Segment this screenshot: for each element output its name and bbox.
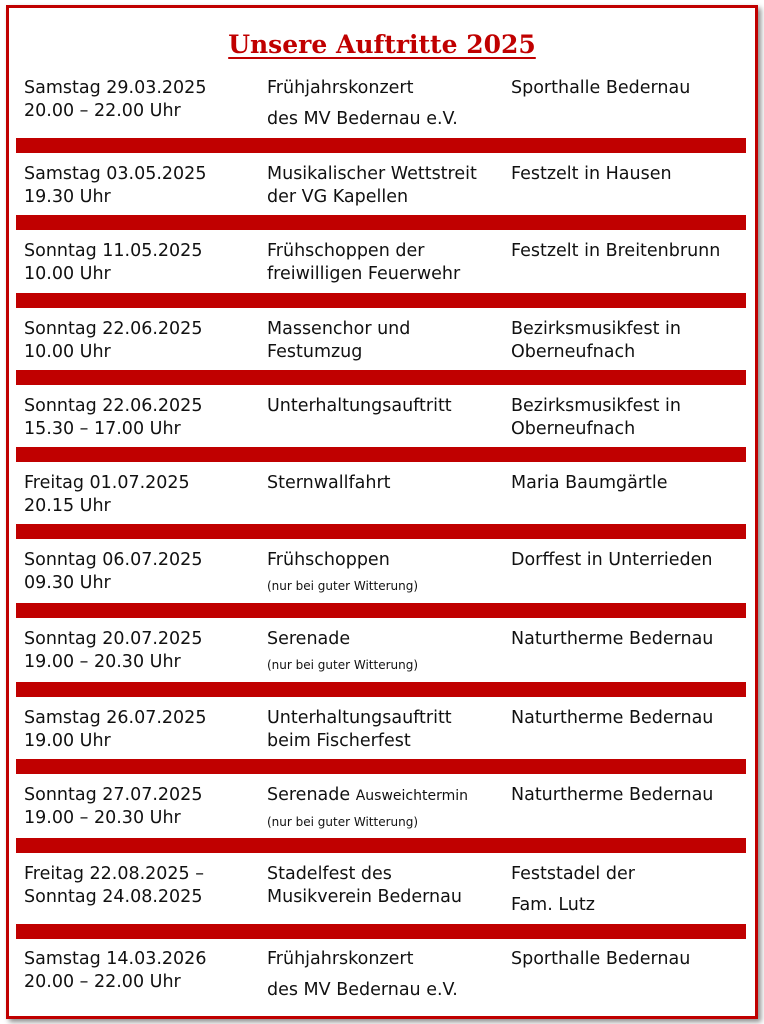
date-cell <box>24 628 202 674</box>
event-date: Samstag 26.07.2025 <box>24 708 207 728</box>
event-title: Serenade <box>267 629 351 649</box>
event-location-line2: Oberneufnach <box>511 419 636 439</box>
event-time: 20.00 – 22.00 Uhr <box>24 101 181 121</box>
date-cell <box>24 163 206 209</box>
location-cell <box>511 863 635 917</box>
location-cell <box>511 628 713 651</box>
location-cell <box>511 549 712 572</box>
date-cell <box>24 318 202 364</box>
event-date: Sonntag 22.06.2025 <box>24 319 203 339</box>
location-cell <box>511 472 668 495</box>
date-cell <box>24 395 202 441</box>
event-title: Frühschoppen der <box>267 241 425 261</box>
event-subtitle: Musikverein Bedernau <box>267 887 462 907</box>
event-title: Frühschoppen <box>267 550 390 570</box>
event-subtitle: Festumzug <box>267 342 363 362</box>
date-cell <box>24 472 190 518</box>
location-cell <box>511 318 681 364</box>
event-title: Unterhaltungsauftritt <box>267 708 452 728</box>
row-divider <box>16 370 746 385</box>
row-divider <box>16 838 746 853</box>
date-cell <box>24 863 204 909</box>
location-cell <box>511 395 681 441</box>
event-location: Festzelt in Breitenbrunn <box>511 241 721 261</box>
alternate-date-label: Ausweichtermin <box>355 788 469 804</box>
event-location: Naturtherme Bedernau <box>511 708 714 728</box>
date-cell <box>24 784 202 830</box>
location-cell <box>511 240 720 263</box>
event-time: 19.00 – 20.30 Uhr <box>24 652 181 672</box>
date-cell <box>24 948 206 994</box>
event-time: 20.00 – 22.00 Uhr <box>24 972 181 992</box>
event-location: Festzelt in Hausen <box>511 164 672 184</box>
event-title: Musikalischer Wettstreit <box>267 164 477 184</box>
event-location: Bezirksmusikfest in <box>511 396 681 416</box>
event-cell <box>267 707 452 753</box>
event-subtitle: der VG Kapellen <box>267 187 409 207</box>
event-time: 19.30 Uhr <box>24 187 111 207</box>
event-location: Naturtherme Bedernau <box>511 785 714 805</box>
event-date: Freitag 01.07.2025 <box>24 473 190 493</box>
event-time: 10.00 Uhr <box>24 264 111 284</box>
event-subtitle: freiwilligen Feuerwehr <box>267 264 461 284</box>
event-title: Frühjahrskonzert <box>267 78 414 98</box>
event-location-line2: Oberneufnach <box>511 342 636 362</box>
date-cell <box>24 240 202 286</box>
row-divider <box>16 603 746 618</box>
event-date: Samstag 14.03.2026 <box>24 949 207 969</box>
event-cell <box>267 948 458 1002</box>
event-time: 09.30 Uhr <box>24 573 111 593</box>
event-location: Feststadel der <box>511 864 635 884</box>
weather-note: (nur bei guter Witterung) <box>267 658 419 672</box>
location-cell <box>511 77 690 100</box>
event-subtitle: des MV Bedernau e.V. <box>267 980 458 1000</box>
weather-note: (nur bei guter Witterung) <box>267 815 419 829</box>
event-title: Massenchor und <box>267 319 411 339</box>
event-cell <box>267 472 391 495</box>
event-date: Sonntag 06.07.2025 <box>24 550 203 570</box>
row-divider <box>16 759 746 774</box>
event-cell <box>267 628 418 673</box>
event-subtitle: des MV Bedernau e.V. <box>267 109 458 129</box>
event-subtitle: beim Fischerfest <box>267 731 411 751</box>
row-divider <box>16 293 746 308</box>
event-cell <box>267 240 460 286</box>
row-divider <box>16 215 746 230</box>
date-cell <box>24 707 206 753</box>
event-time: Sonntag 24.08.2025 <box>24 887 203 907</box>
row-divider <box>16 924 746 939</box>
event-title: Stadelfest des <box>267 864 392 884</box>
event-location-line2: Fam. Lutz <box>511 895 595 915</box>
weather-note: (nur bei guter Witterung) <box>267 579 419 593</box>
event-date: Samstag 03.05.2025 <box>24 164 207 184</box>
row-divider <box>16 682 746 697</box>
event-date: Sonntag 11.05.2025 <box>24 241 203 261</box>
location-cell <box>511 707 713 730</box>
event-time: 19.00 Uhr <box>24 731 111 751</box>
event-date: Sonntag 20.07.2025 <box>24 629 203 649</box>
event-cell <box>267 549 418 594</box>
event-cell <box>267 784 468 830</box>
location-cell <box>511 948 690 971</box>
event-date: Sonntag 22.06.2025 <box>24 396 203 416</box>
event-cell <box>267 318 410 364</box>
event-cell <box>267 395 452 418</box>
event-title: Serenade <box>267 785 351 805</box>
event-location: Dorffest in Unterrieden <box>511 550 713 570</box>
event-location: Bezirksmusikfest in <box>511 319 681 339</box>
page-title: Unsere Auftritte 2025 <box>228 30 536 59</box>
row-divider <box>16 447 746 462</box>
row-divider <box>16 524 746 539</box>
event-title: Sternwallfahrt <box>267 473 391 493</box>
location-cell <box>511 784 713 807</box>
event-time: 19.00 – 20.30 Uhr <box>24 808 181 828</box>
event-location: Maria Baumgärtle <box>511 473 668 493</box>
date-cell <box>24 549 202 595</box>
event-time: 15.30 – 17.00 Uhr <box>24 419 181 439</box>
location-cell <box>511 163 672 186</box>
event-cell <box>267 77 458 131</box>
row-divider <box>16 138 746 153</box>
event-date: Sonntag 27.07.2025 <box>24 785 203 805</box>
event-time: 10.00 Uhr <box>24 342 111 362</box>
event-cell <box>267 163 477 209</box>
event-title: Frühjahrskonzert <box>267 949 414 969</box>
event-date: Freitag 22.08.2025 – <box>24 864 204 884</box>
event-location: Sporthalle Bedernau <box>511 949 691 969</box>
event-time: 20.15 Uhr <box>24 496 111 516</box>
date-cell <box>24 77 206 123</box>
event-location: Naturtherme Bedernau <box>511 629 714 649</box>
event-date: Samstag 29.03.2025 <box>24 78 207 98</box>
event-cell <box>267 863 462 909</box>
event-location: Sporthalle Bedernau <box>511 78 691 98</box>
event-title: Unterhaltungsauftritt <box>267 396 452 416</box>
